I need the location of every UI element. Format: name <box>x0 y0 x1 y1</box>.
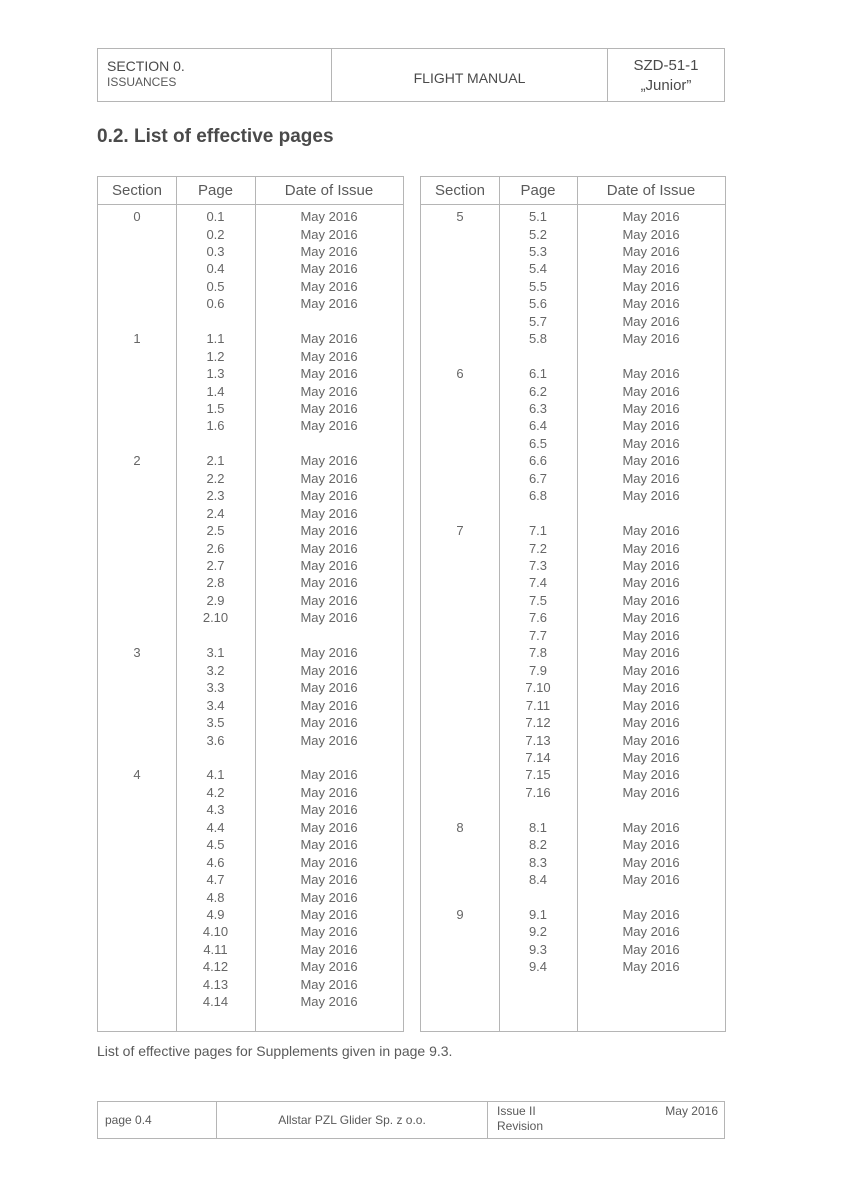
row-page: 6.1 <box>528 366 548 381</box>
row-date: May 2016 <box>622 872 680 888</box>
row-page: 2.1 <box>206 453 225 469</box>
issue-cell <box>488 1102 724 1138</box>
row-page: 0.3 <box>206 243 225 259</box>
row-section: 9 <box>456 907 464 922</box>
row-section <box>421 749 499 766</box>
row-page: 1.1 <box>206 331 225 347</box>
row-page: 4.12 <box>202 959 229 975</box>
row-section <box>421 697 499 714</box>
page-header <box>97 48 725 102</box>
row-section <box>98 522 176 539</box>
row-date: May 2016 <box>622 209 680 224</box>
issue-date: May 2016 <box>665 1104 718 1118</box>
row-date: May 2016 <box>622 383 680 399</box>
row-date: May 2016 <box>300 959 358 975</box>
row-date: May 2016 <box>622 261 680 277</box>
row-page: 8.3 <box>528 854 548 870</box>
header-divider <box>421 204 725 205</box>
row-date: May 2016 <box>300 488 358 504</box>
row-date: May 2016 <box>622 854 680 870</box>
row-date: May 2016 <box>622 941 680 957</box>
row-date: May 2016 <box>622 767 680 783</box>
row-page: 4.1 <box>206 767 225 783</box>
row-section <box>98 470 176 487</box>
row-date: May 2016 <box>300 366 358 381</box>
row-page: 4.6 <box>206 854 225 870</box>
page-footer <box>97 1101 725 1139</box>
row-section <box>421 452 499 469</box>
row-page: 2.4 <box>206 505 225 521</box>
row-section <box>98 365 176 382</box>
section-subtitle: ISSUANCES <box>107 75 177 89</box>
row-section: 3 <box>133 645 141 661</box>
row-date: May 2016 <box>622 819 680 835</box>
row-page: 6.4 <box>528 418 548 434</box>
page-number: page 0.4 <box>98 1102 217 1138</box>
row-section <box>421 627 499 644</box>
row-date: May 2016 <box>300 854 358 870</box>
row-section: 2 <box>133 453 141 469</box>
row-date: May 2016 <box>300 523 358 539</box>
row-section <box>98 540 176 557</box>
column-header-date: Date of Issue <box>284 182 374 199</box>
row-section: 0 <box>133 209 141 224</box>
row-page: 5.6 <box>528 296 548 312</box>
row-section <box>421 732 499 749</box>
row-section <box>98 889 176 906</box>
row-page: 7.15 <box>525 767 551 783</box>
row-date: May 2016 <box>622 837 680 853</box>
row-date: May 2016 <box>300 261 358 277</box>
row-date: May 2016 <box>622 278 680 294</box>
column-header-page: Page <box>520 182 556 199</box>
row-date: May 2016 <box>622 645 680 661</box>
row-page: 4.5 <box>206 837 225 853</box>
row-section: 6 <box>456 366 464 381</box>
row-page: 4.7 <box>206 872 225 888</box>
row-section <box>421 574 499 591</box>
row-date: May 2016 <box>300 400 358 416</box>
supplements-note: List of effective pages for Supplements given in page 9.3. <box>97 1043 453 1059</box>
row-date: May 2016 <box>300 383 358 399</box>
row-page: 7.14 <box>525 749 551 765</box>
effective-pages-table-right <box>420 176 726 1032</box>
row-section <box>421 854 499 871</box>
row-section <box>98 784 176 801</box>
row-section <box>98 819 176 836</box>
row-date: May 2016 <box>300 732 358 748</box>
row-page: 4.10 <box>202 924 229 940</box>
row-section <box>421 766 499 783</box>
row-page: 7.3 <box>528 558 548 573</box>
effective-pages-table-left <box>97 176 404 1032</box>
row-page: 2.7 <box>206 558 225 573</box>
row-page: 0.6 <box>206 296 225 312</box>
row-section <box>98 801 176 818</box>
row-section <box>98 697 176 714</box>
row-date: May 2016 <box>622 610 680 626</box>
row-date: May 2016 <box>622 575 680 591</box>
row-page: 2.8 <box>206 575 225 591</box>
section-title: SECTION 0. <box>107 58 185 74</box>
row-section <box>98 278 176 295</box>
row-page: 2.3 <box>206 488 225 504</box>
row-page: 3.5 <box>206 715 225 730</box>
row-date: May 2016 <box>622 558 680 573</box>
row-date: May 2016 <box>300 819 358 835</box>
row-section <box>421 226 499 243</box>
row-date: May 2016 <box>300 837 358 853</box>
row-page: 5.2 <box>528 226 548 242</box>
row-section <box>421 679 499 696</box>
row-section <box>421 784 499 801</box>
row-page: 5.4 <box>528 261 548 277</box>
row-page: 5.7 <box>528 313 548 329</box>
row-date: May 2016 <box>300 278 358 294</box>
row-section <box>421 714 499 731</box>
row-page: 7.6 <box>528 610 548 626</box>
row-date: May 2016 <box>622 313 680 329</box>
row-page: 7.8 <box>528 645 548 661</box>
row-date: May 2016 <box>300 558 358 573</box>
column-header-page: Page <box>197 182 234 199</box>
row-section <box>421 958 499 975</box>
row-date: May 2016 <box>622 627 680 643</box>
row-date: May 2016 <box>622 540 680 556</box>
model-code: SZD-51-1 <box>633 57 699 74</box>
row-section <box>98 226 176 243</box>
row-date: May 2016 <box>300 453 358 469</box>
row-page: 6.3 <box>528 400 548 416</box>
row-page: 1.6 <box>206 418 225 434</box>
header-divider <box>98 204 403 205</box>
row-page: 3.2 <box>206 662 225 678</box>
row-date: May 2016 <box>300 209 358 224</box>
revision-label: Revision <box>497 1119 544 1133</box>
row-section <box>98 487 176 504</box>
row-date: May 2016 <box>622 732 680 748</box>
row-section <box>98 505 176 522</box>
row-date: May 2016 <box>300 645 358 661</box>
row-section <box>98 836 176 853</box>
row-section <box>421 330 499 347</box>
row-page: 6.7 <box>528 470 548 486</box>
row-date: May 2016 <box>300 680 358 696</box>
row-date: May 2016 <box>622 907 680 922</box>
row-page: 0.4 <box>206 261 225 277</box>
row-section <box>98 871 176 888</box>
row-date: May 2016 <box>622 523 680 539</box>
row-page: 0.1 <box>206 209 225 224</box>
row-page: 5.8 <box>528 331 548 347</box>
row-section <box>421 260 499 277</box>
row-date: May 2016 <box>300 331 358 347</box>
row-section <box>421 662 499 679</box>
row-section <box>421 295 499 312</box>
row-section: 1 <box>133 331 141 347</box>
row-section: 5 <box>456 209 464 224</box>
row-date: May 2016 <box>300 418 358 434</box>
row-date: May 2016 <box>300 348 358 364</box>
row-date: May 2016 <box>622 243 680 259</box>
row-date: May 2016 <box>622 470 680 486</box>
row-section <box>421 836 499 853</box>
row-date: May 2016 <box>300 889 358 905</box>
row-page: 7.16 <box>525 784 551 800</box>
row-page: 1.5 <box>206 400 225 416</box>
row-section <box>98 243 176 260</box>
row-section <box>421 871 499 888</box>
row-date: May 2016 <box>300 872 358 888</box>
row-page: 7.4 <box>528 575 548 591</box>
row-section <box>421 243 499 260</box>
row-page: 0.5 <box>206 278 225 294</box>
row-page: 4.8 <box>206 889 225 905</box>
row-page: 8.4 <box>528 872 548 888</box>
row-page: 3.4 <box>206 697 225 713</box>
row-section <box>421 644 499 661</box>
row-page: 7.11 <box>525 697 551 713</box>
row-page: 9.1 <box>528 907 548 922</box>
row-page: 6.8 <box>528 488 548 504</box>
row-page: 4.13 <box>202 976 229 992</box>
row-page: 3.3 <box>206 680 225 696</box>
row-section <box>421 417 499 434</box>
row-date: May 2016 <box>622 680 680 696</box>
row-section <box>98 958 176 975</box>
row-section <box>98 348 176 365</box>
row-page: 9.4 <box>528 959 548 975</box>
row-date: May 2016 <box>622 226 680 242</box>
row-page: 5.5 <box>528 278 548 294</box>
row-section <box>98 993 176 1010</box>
row-section <box>421 435 499 452</box>
row-date: May 2016 <box>300 296 358 312</box>
row-page: 7.10 <box>525 680 551 696</box>
row-page: 4.11 <box>203 941 228 957</box>
row-section <box>98 295 176 312</box>
row-page: 4.4 <box>206 819 225 835</box>
column-header-section: Section <box>434 182 486 199</box>
row-page: 7.9 <box>528 662 548 678</box>
row-date: May 2016 <box>300 976 358 992</box>
row-page: 7.5 <box>528 592 548 608</box>
row-date: May 2016 <box>622 331 680 347</box>
row-page: 1.2 <box>206 348 225 364</box>
row-date: May 2016 <box>622 662 680 678</box>
row-date: May 2016 <box>300 505 358 521</box>
row-section: 7 <box>456 523 464 539</box>
row-page: 5.1 <box>528 209 548 224</box>
row-date: May 2016 <box>300 907 358 922</box>
row-page: 3.6 <box>206 732 225 748</box>
row-date: May 2016 <box>622 924 680 940</box>
row-date: May 2016 <box>300 540 358 556</box>
row-section <box>421 487 499 504</box>
row-section <box>421 609 499 626</box>
row-date: May 2016 <box>300 715 358 730</box>
row-page: 1.4 <box>206 383 225 399</box>
row-section: 8 <box>456 819 464 835</box>
row-section <box>421 400 499 417</box>
row-page: 1.3 <box>206 366 225 381</box>
row-section <box>98 609 176 626</box>
row-date: May 2016 <box>622 715 680 730</box>
row-section <box>421 923 499 940</box>
row-page: 2.6 <box>206 540 225 556</box>
row-page: 7.12 <box>525 715 551 730</box>
row-page: 2.10 <box>202 610 229 626</box>
row-date: May 2016 <box>300 226 358 242</box>
row-date: May 2016 <box>300 767 358 783</box>
row-date: May 2016 <box>300 924 358 940</box>
row-section <box>98 400 176 417</box>
row-page: 6.5 <box>528 435 548 451</box>
row-section <box>421 383 499 400</box>
row-page: 4.2 <box>206 784 225 800</box>
row-date: May 2016 <box>622 366 680 381</box>
row-section <box>421 470 499 487</box>
row-section <box>98 732 176 749</box>
row-date: May 2016 <box>622 418 680 434</box>
row-date: May 2016 <box>622 400 680 416</box>
row-page: 2.5 <box>206 523 225 539</box>
row-section <box>98 557 176 574</box>
row-section <box>421 278 499 295</box>
row-page: 0.2 <box>206 226 225 242</box>
row-section <box>98 574 176 591</box>
row-date: May 2016 <box>622 296 680 312</box>
row-date: May 2016 <box>300 243 358 259</box>
header-model-cell <box>608 49 724 101</box>
row-date: May 2016 <box>300 592 358 608</box>
row-page: 3.1 <box>206 645 225 661</box>
row-section <box>98 592 176 609</box>
row-date: May 2016 <box>622 488 680 504</box>
row-date: May 2016 <box>622 453 680 469</box>
column-header-date: Date of Issue <box>606 182 696 199</box>
row-page: 8.1 <box>528 819 548 835</box>
row-section <box>98 976 176 993</box>
row-section <box>421 592 499 609</box>
row-page: 7.13 <box>525 732 551 748</box>
row-date: May 2016 <box>300 470 358 486</box>
row-date: May 2016 <box>622 749 680 765</box>
row-section <box>98 679 176 696</box>
row-section <box>98 714 176 731</box>
row-page: 4.3 <box>206 802 225 818</box>
row-date: May 2016 <box>622 697 680 713</box>
row-page: 2.9 <box>206 592 225 608</box>
row-section <box>421 557 499 574</box>
row-section: 4 <box>133 767 141 783</box>
row-page: 4.9 <box>206 907 225 922</box>
row-section <box>421 540 499 557</box>
page-heading: 0.2. List of effective pages <box>97 126 334 147</box>
row-section <box>421 941 499 958</box>
row-date: May 2016 <box>622 435 680 451</box>
row-section <box>98 906 176 923</box>
column-header-section: Section <box>111 182 163 199</box>
row-page: 6.2 <box>528 383 548 399</box>
row-page: 9.3 <box>528 941 548 957</box>
row-date: May 2016 <box>300 994 358 1010</box>
row-section <box>98 383 176 400</box>
row-section <box>98 260 176 277</box>
row-date: May 2016 <box>300 784 358 800</box>
row-date: May 2016 <box>622 784 680 800</box>
row-section <box>98 923 176 940</box>
row-section <box>421 313 499 330</box>
row-date: May 2016 <box>300 941 358 957</box>
row-date: May 2016 <box>300 697 358 713</box>
row-date: May 2016 <box>300 610 358 626</box>
row-section <box>98 854 176 871</box>
row-page: 5.3 <box>528 243 548 259</box>
row-date: May 2016 <box>300 802 358 818</box>
row-section <box>98 941 176 958</box>
row-page: 6.6 <box>528 453 548 469</box>
row-date: May 2016 <box>622 959 680 975</box>
row-page: 7.1 <box>528 523 548 539</box>
company-name: Allstar PZL Glider Sp. z o.o. <box>217 1102 488 1138</box>
row-page: 4.14 <box>202 994 229 1010</box>
manual-title: FLIGHT MANUAL <box>332 49 608 101</box>
row-date: May 2016 <box>300 575 358 591</box>
issue-label: Issue II <box>497 1104 536 1118</box>
header-section-cell <box>98 49 332 101</box>
row-date: May 2016 <box>300 662 358 678</box>
model-name: „Junior” <box>640 77 692 94</box>
row-page: 8.2 <box>528 837 548 853</box>
row-page: 7.7 <box>528 627 548 643</box>
row-section <box>98 662 176 679</box>
row-page: 7.2 <box>528 540 548 556</box>
row-page: 9.2 <box>528 924 548 940</box>
row-page: 2.2 <box>206 470 225 486</box>
row-section <box>98 417 176 434</box>
row-date: May 2016 <box>622 592 680 608</box>
